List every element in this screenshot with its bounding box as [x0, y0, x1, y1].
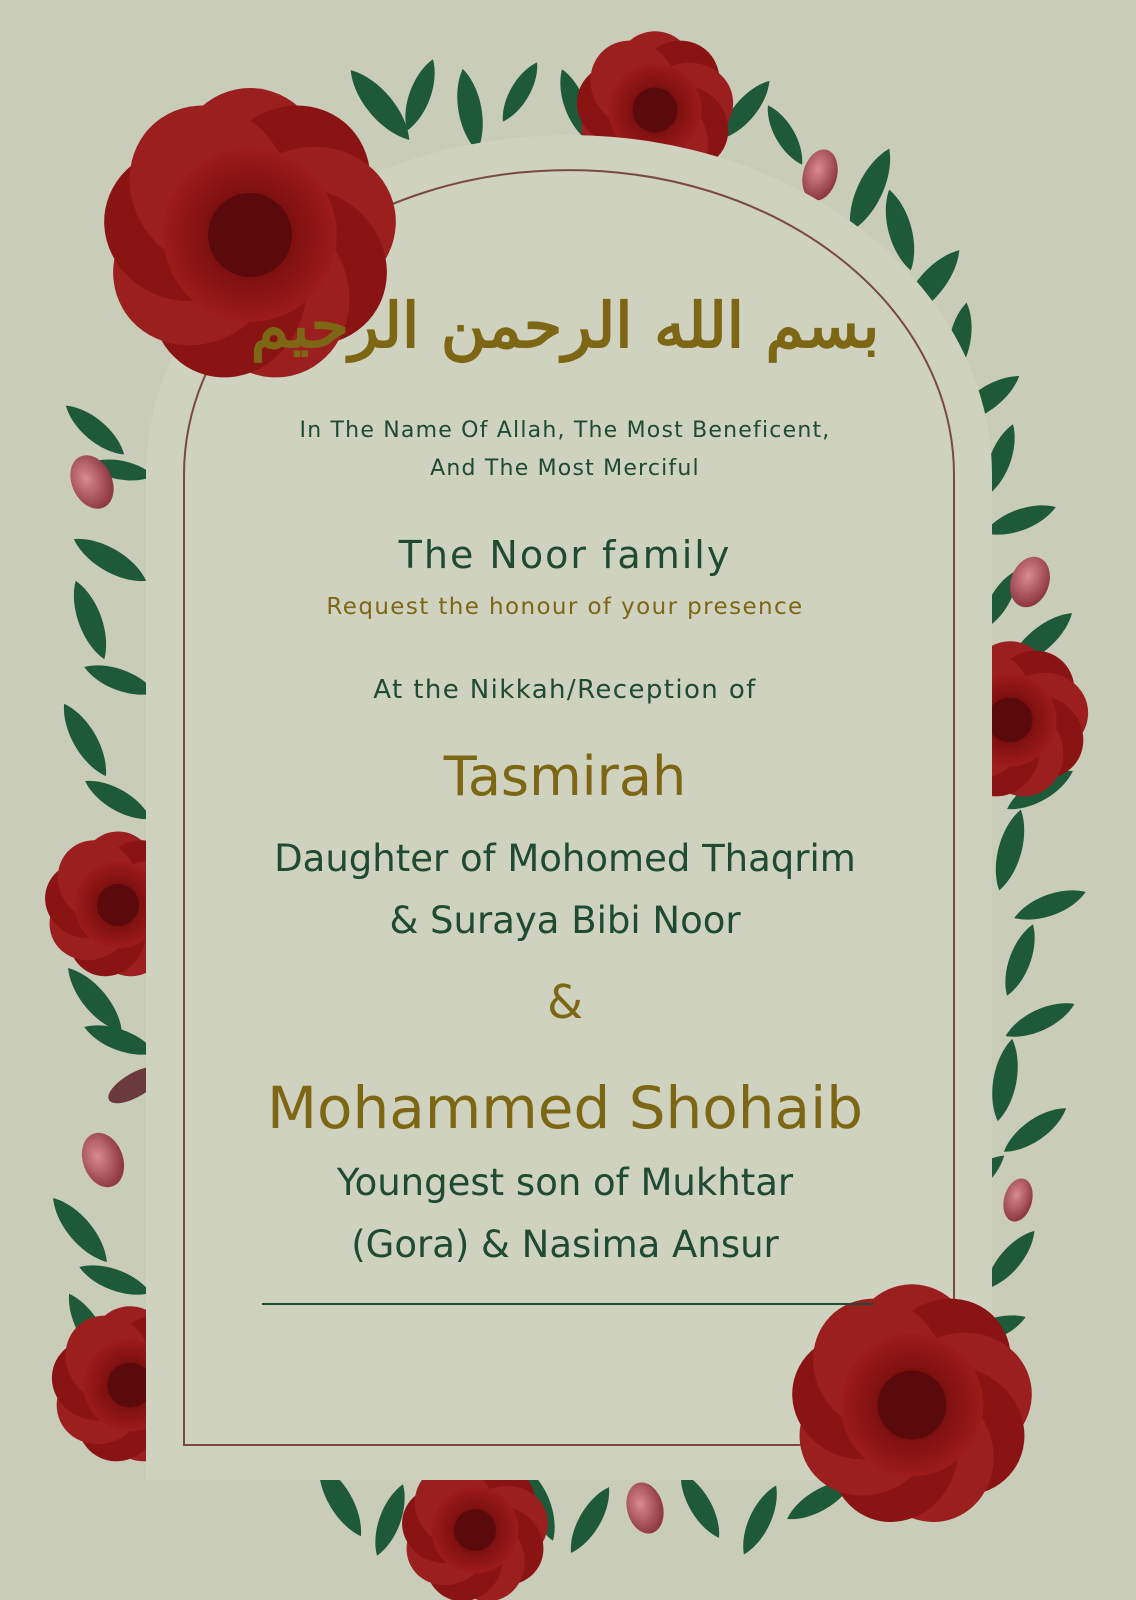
- leaf-icon: [44, 1191, 115, 1270]
- leaf-icon: [495, 58, 546, 127]
- bride-name: Tasmirah: [443, 745, 687, 808]
- rose-bud-icon: [999, 1175, 1037, 1225]
- rose-bud-icon: [621, 1478, 669, 1538]
- request-line: Request the honour of your presence: [326, 594, 804, 620]
- bismillah-calligraphy: بسم الله الرحمن الرحيم: [250, 289, 880, 362]
- groom-parents-line-1: Youngest son of Mukhtar: [336, 1161, 794, 1204]
- leaf-icon: [65, 577, 115, 663]
- occasion-line: At the Nikkah/Reception of: [373, 675, 757, 705]
- rose-bud-icon: [62, 448, 122, 516]
- leaf-icon: [760, 101, 811, 170]
- bride-parents-line-1: Daughter of Mohomed Thaqrim: [274, 837, 856, 880]
- leaf-icon: [76, 1257, 155, 1303]
- invocation-line-2: And The Most Merciful: [430, 456, 700, 481]
- host-family: The Noor family: [398, 533, 732, 577]
- bride-parents-line-2: & Suraya Bibi Noor: [389, 899, 741, 942]
- leaf-icon: [997, 921, 1043, 1000]
- leaf-icon: [734, 1481, 785, 1559]
- leaf-icon: [988, 807, 1032, 894]
- rose-bud-icon: [75, 1127, 132, 1193]
- leaf-icon: [59, 398, 131, 463]
- groom-parents: [185, 1152, 945, 1276]
- groom-parents-line-2: (Gora) & Nasima Ansur: [351, 1223, 779, 1266]
- invocation-line-1: In The Name Of Allah, The Most Beneficent,: [299, 418, 831, 443]
- divider-line: [262, 1303, 873, 1305]
- leaf-icon: [981, 497, 1060, 543]
- invocation-text: [185, 412, 945, 488]
- leaf-icon: [68, 529, 152, 591]
- ampersand: &: [547, 975, 583, 1029]
- leaf-icon: [998, 1100, 1072, 1161]
- leaf-icon: [562, 1482, 618, 1558]
- leaf-icon: [80, 772, 156, 828]
- bride-parents: [185, 828, 945, 952]
- leaf-icon: [54, 698, 116, 782]
- leaf-icon: [1001, 994, 1079, 1045]
- leaf-icon: [1011, 882, 1090, 928]
- leaf-icon: [451, 67, 488, 153]
- groom-name: Mohammed Shohaib: [266, 1074, 864, 1142]
- rose-bud-icon: [1003, 551, 1056, 613]
